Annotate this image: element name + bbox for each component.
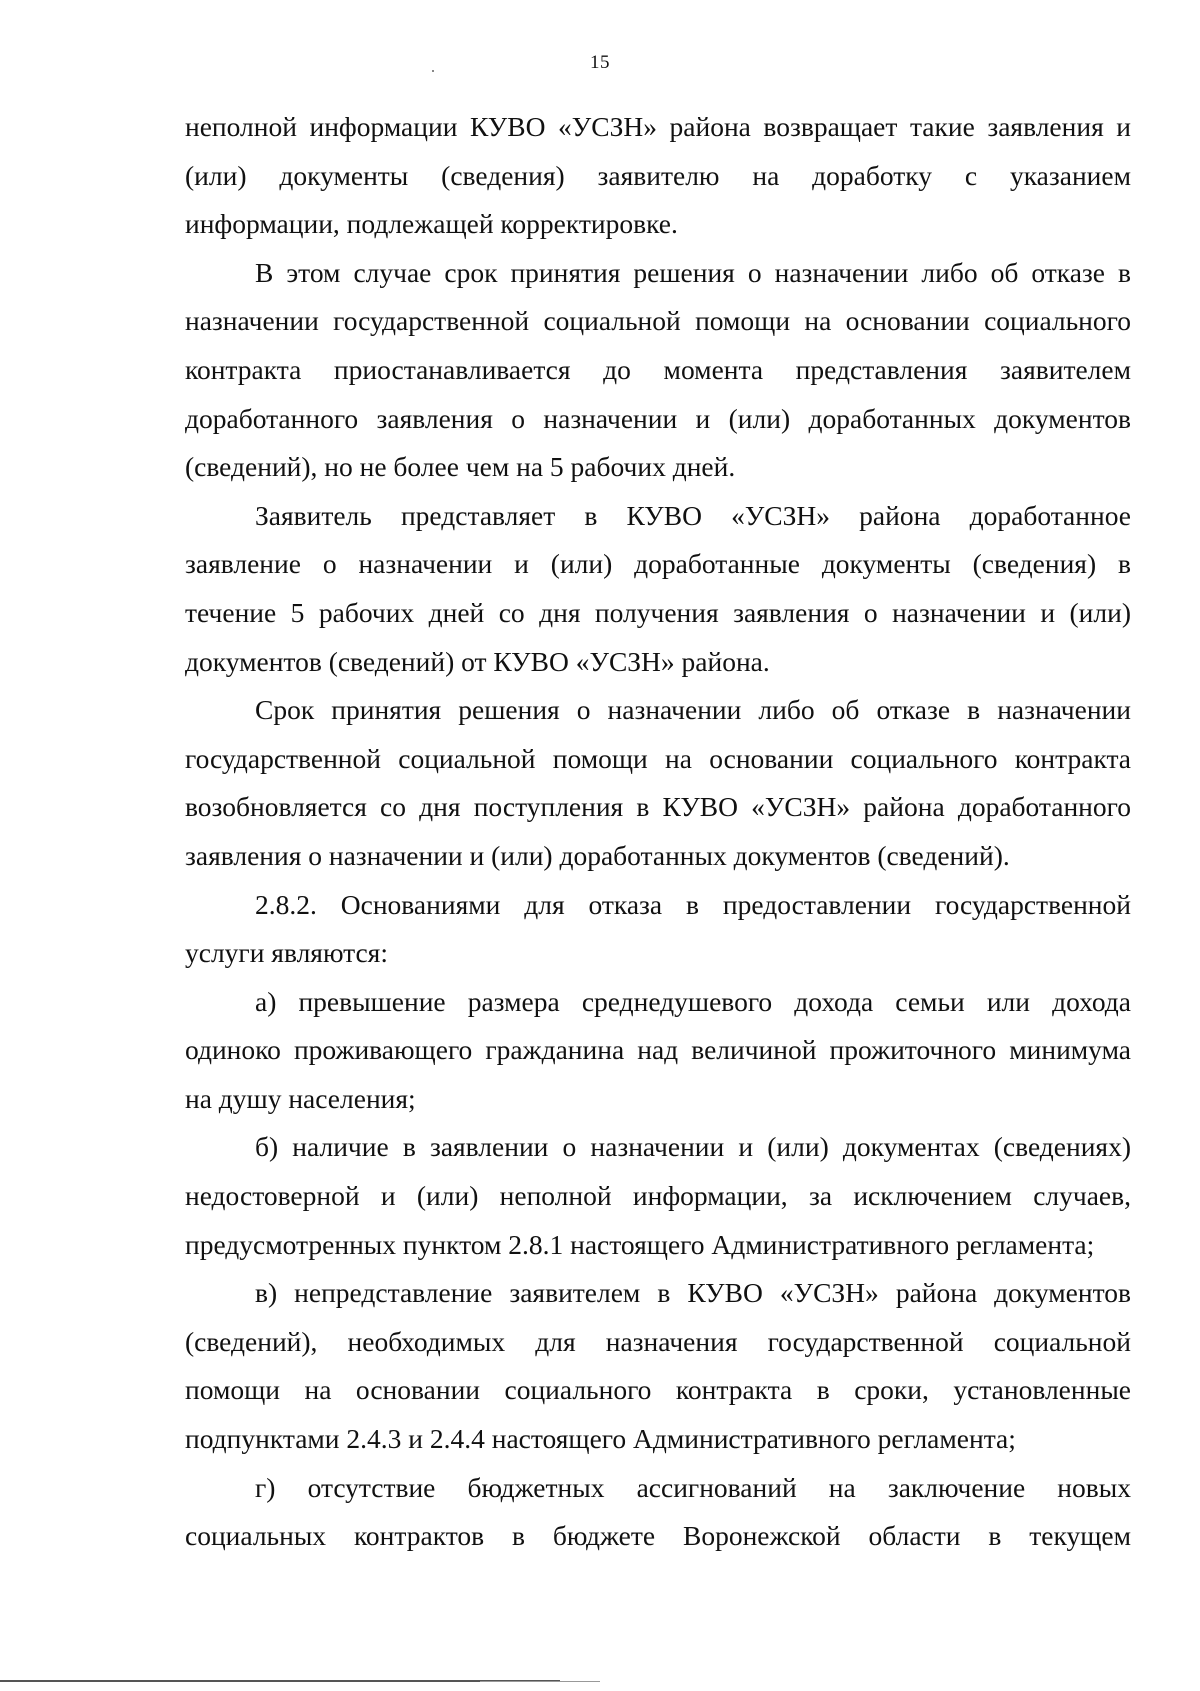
text-line: услуги являются:: [185, 937, 388, 969]
text-line: недостоверной и (или) неполной информации, за исключением случаев,: [185, 1180, 1131, 1212]
text-line: (или) документы (сведения) заявителю на доработку с указанием: [185, 159, 1131, 191]
text-line: (сведений), необходимых для назначения государственной социальной: [185, 1325, 1131, 1357]
scan-artifact: [432, 70, 434, 72]
bottom-scan-edge: [0, 1680, 560, 1682]
text-line: государственной социальной помощи на основании социального контракта: [185, 742, 1131, 774]
text-line: 2.8.2. Основаниями для отказа в предоставлении государственной: [255, 888, 1131, 920]
text-line: а) превышение размера среднедушевого дохода семьи или дохода: [255, 985, 1131, 1017]
text-line: б) наличие в заявлении о назначении и (или) документах (сведениях): [255, 1131, 1131, 1163]
text-line: информации, подлежащей корректировке.: [185, 208, 678, 240]
text-line: одиноко проживающего гражданина над величиной прожиточного минимума: [185, 1034, 1131, 1066]
text-line: течение 5 рабочих дней со дня получения заявления о назначении и (или): [185, 596, 1131, 628]
text-line: подпунктами 2.4.3 и 2.4.4 настоящего Административного регламента;: [185, 1423, 1016, 1455]
text-line: на душу населения;: [185, 1082, 416, 1114]
document-body: [185, 103, 1131, 1561]
text-line: возобновляется со дня поступления в КУВО «УСЗН» района доработанного: [185, 791, 1131, 823]
bottom-scan-edge-secondary: [480, 1681, 600, 1682]
text-line: (сведений), но не более чем на 5 рабочих дней.: [185, 451, 736, 483]
text-line: Заявитель представляет в КУВО «УСЗН» района доработанное: [255, 499, 1131, 531]
text-line: заявление о назначении и (или) доработанные документы (сведения) в: [185, 548, 1131, 580]
text-line: документов (сведений) от КУВО «УСЗН» района.: [185, 645, 770, 677]
text-line: контракта приостанавливается до момента представления заявителем: [185, 353, 1131, 385]
text-line: заявления о назначении и (или) доработанных документов (сведений).: [185, 839, 1010, 871]
text-line: В этом случае срок принятия решения о назначении либо об отказе в: [255, 256, 1131, 288]
text-line: в) непредставление заявителем в КУВО «УСЗН» района документов: [255, 1277, 1131, 1309]
text-line: помощи на основании социального контракта в сроки, установленные: [185, 1374, 1131, 1406]
text-line: предусмотренных пунктом 2.8.1 настоящего Административного регламента;: [185, 1228, 1095, 1260]
text-line: Срок принятия решения о назначении либо об отказе в назначении: [255, 694, 1131, 726]
page-number: 15: [590, 52, 610, 73]
text-line: социальных контрактов в бюджете Воронежской области в текущем: [185, 1520, 1131, 1552]
text-line: доработанного заявления о назначении и (или) доработанных документов: [185, 402, 1131, 434]
text-line: неполной информации КУВО «УСЗН» района возвращает такие заявления и: [185, 111, 1131, 142]
text-line: назначении государственной социальной помощи на основании социального: [185, 305, 1131, 337]
text-line: г) отсутствие бюджетных ассигнований на заключение новых: [255, 1471, 1131, 1503]
